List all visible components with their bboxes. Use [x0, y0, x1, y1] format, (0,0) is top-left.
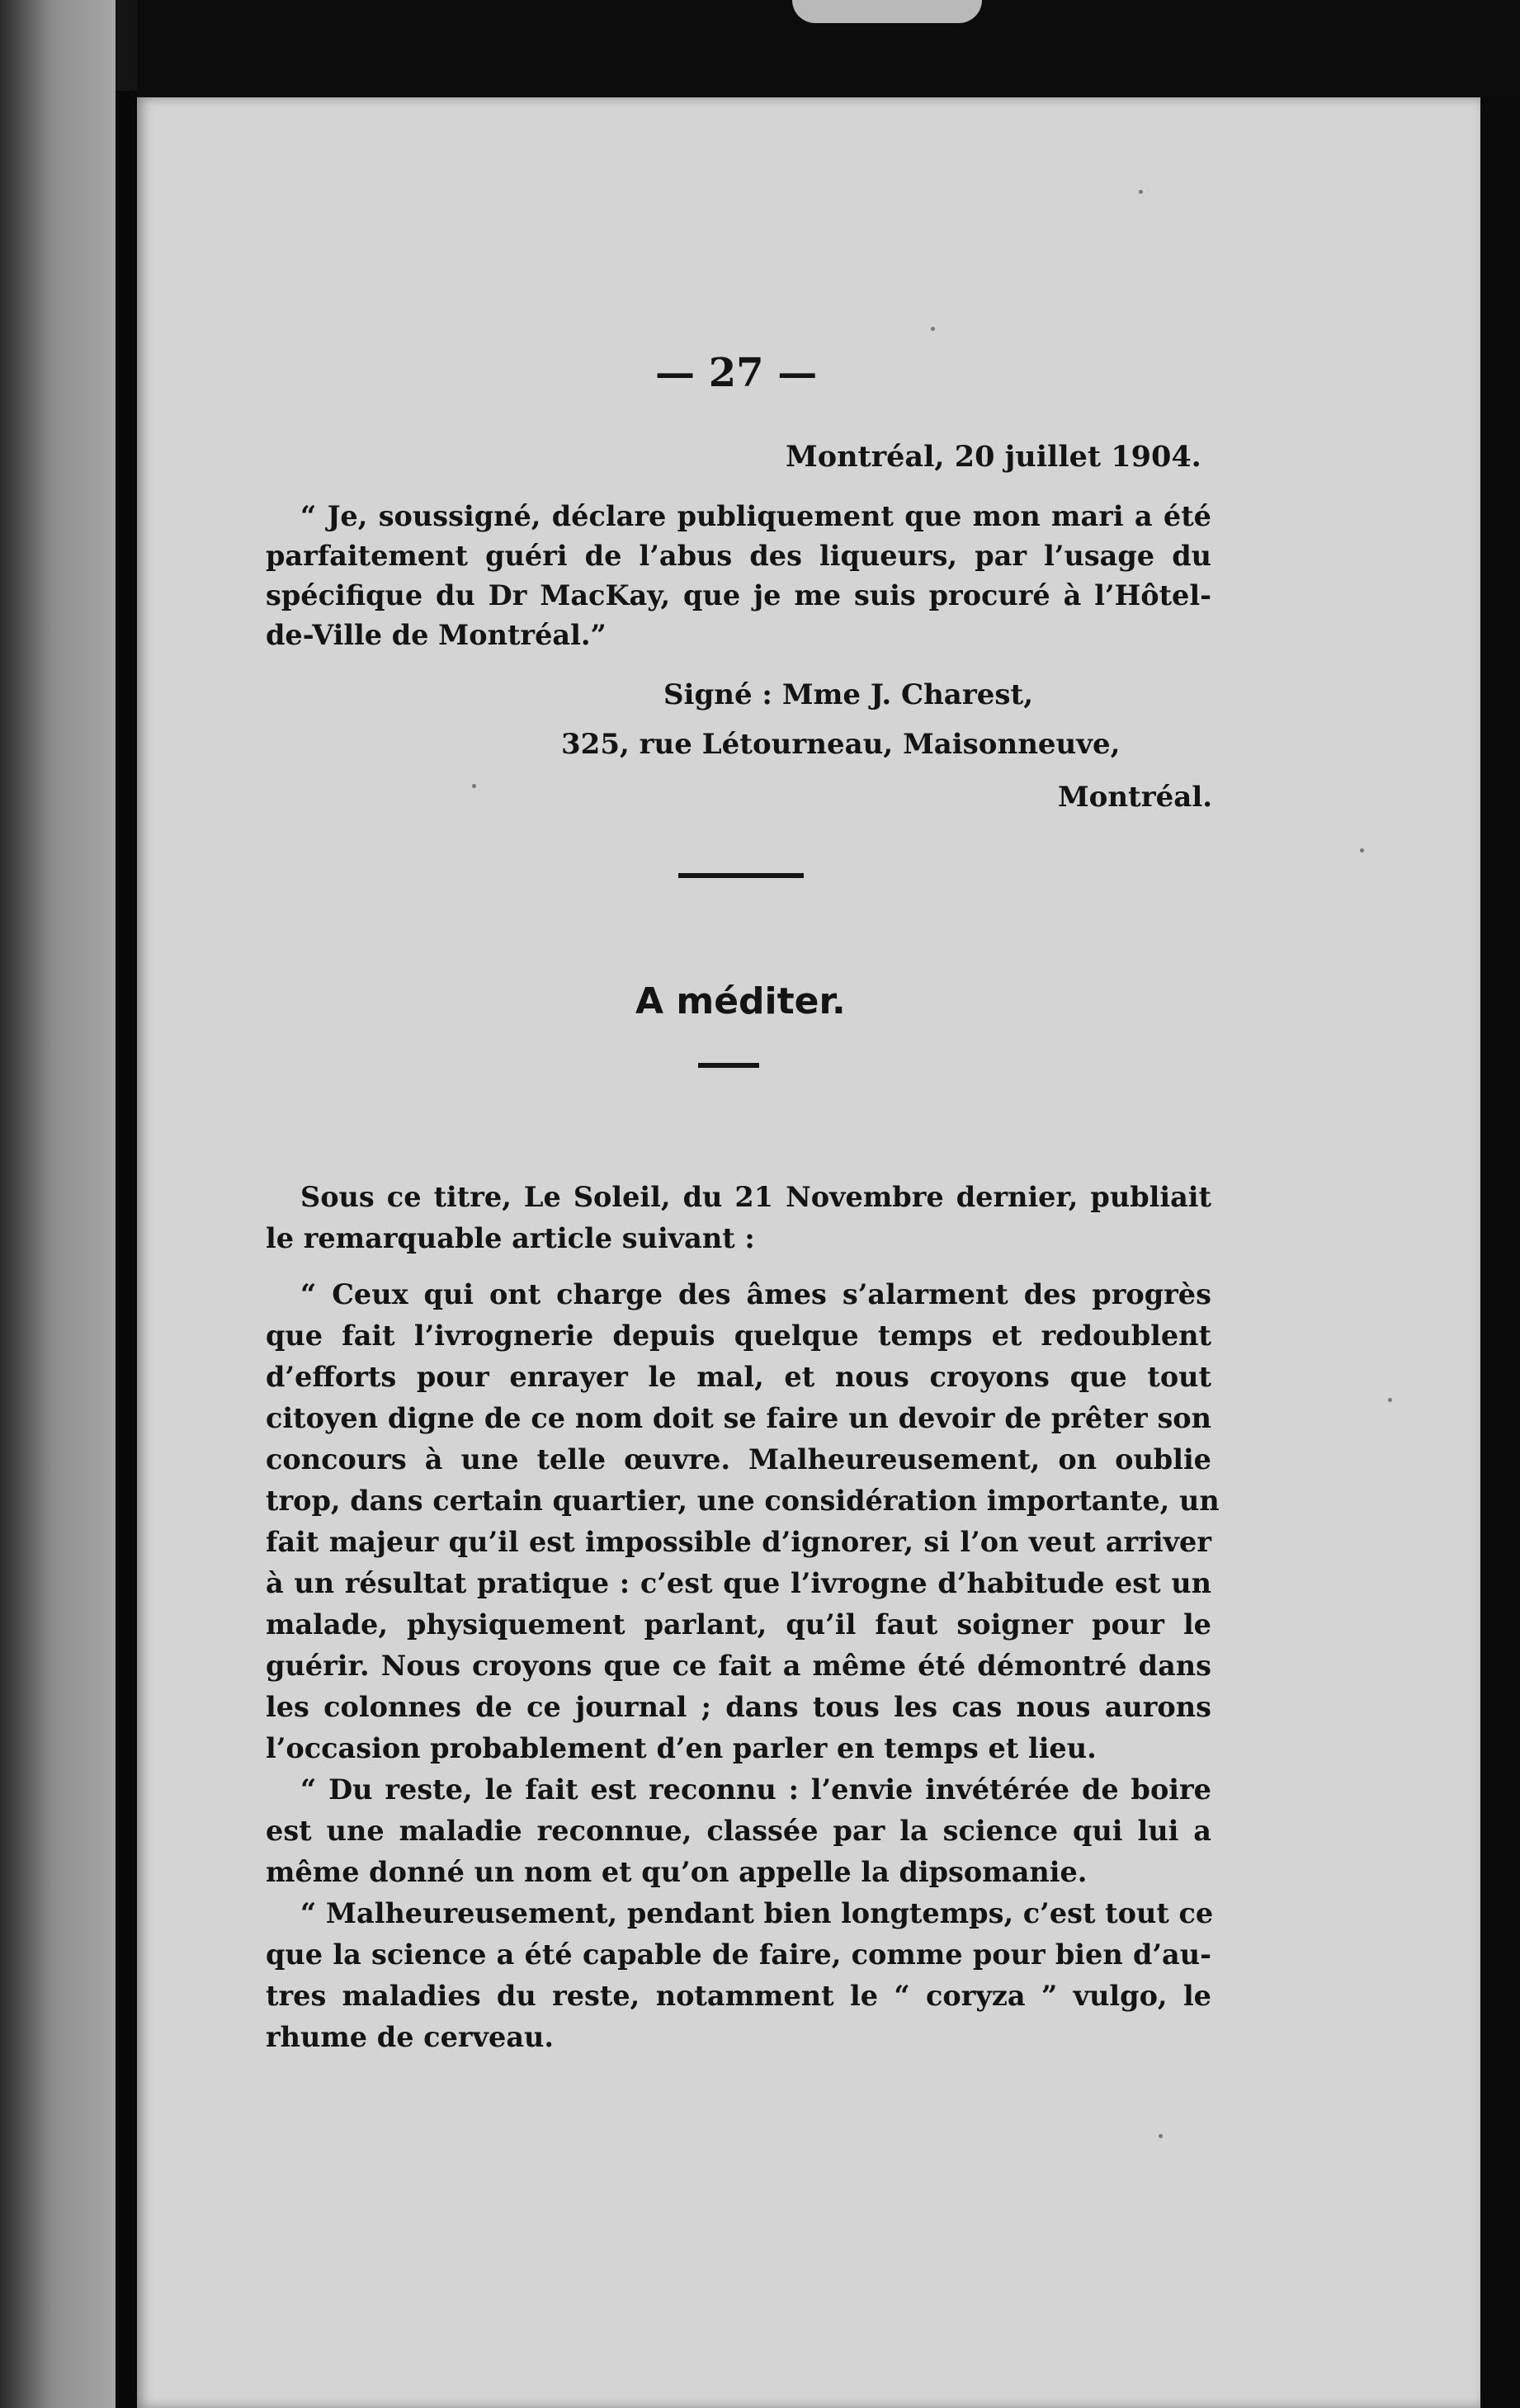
testimonial-letter	[266, 497, 1211, 655]
article-line: citoyen digne de ce nom doit se faire un devoir de prêter son	[266, 1402, 1211, 1434]
paper-speck	[1159, 2134, 1163, 2138]
paper-speck	[1360, 848, 1364, 852]
article-line: guérir. Nous croyons que ce fait a même été démontré dans	[266, 1650, 1211, 1682]
letter-line: parfaitement guéri de l’abus des liqueurs, par l’usage du	[266, 540, 1211, 572]
paper-speck	[1388, 1398, 1392, 1402]
article-line: même donné un nom et qu’on appelle la dipsomanie.	[266, 1856, 1088, 1888]
letter-line: de-Ville de Montréal.”	[266, 619, 607, 651]
paper-speck	[1139, 190, 1143, 194]
article-line: tres maladies du reste, notamment le “ coryza ” vulgo, le	[266, 1980, 1211, 2012]
section-divider-bottom	[698, 1063, 759, 1068]
article-line: “ Du reste, le fait est reconnu : l’envie invétérée de boire	[300, 1773, 1211, 1806]
article-line: est une maladie reconnue, classée par la science qui lui a	[266, 1815, 1211, 1847]
article-line: le remarquable article suivant :	[266, 1222, 755, 1254]
article-body	[266, 1177, 1220, 2058]
signature-city: Montréal.	[1058, 781, 1213, 814]
letter-line: “ Je, soussigné, déclare publiquement que mon mari a été	[300, 500, 1211, 532]
book-page	[137, 97, 1480, 2408]
article-line: que fait l’ivrognerie depuis quelque temps et redoublent	[266, 1320, 1211, 1352]
scan-artifact	[792, 0, 982, 23]
article-line: rhume de cerveau.	[266, 2021, 555, 2053]
article-line: malade, physiquement parlant, qu’il faut soigner pour le	[266, 1608, 1211, 1641]
article-line: Sous ce titre, Le Soleil, du 21 Novembre dernier, publiait	[300, 1181, 1211, 1213]
article-line: trop, dans certain quartier, une considération importante, un	[266, 1485, 1220, 1517]
letter-date: Montréal, 20 juillet 1904.	[786, 440, 1201, 474]
article-line: l’occasion probablement d’en parler en temps et lieu.	[266, 1732, 1097, 1764]
section-divider-top	[678, 873, 804, 878]
signature-address: 325, rue Létourneau, Maisonneuve,	[561, 728, 1121, 761]
article-line: concours à une telle œuvre. Malheureusement, on oublie	[266, 1443, 1211, 1475]
adjacent-page-edge	[0, 0, 116, 2408]
article-line: à un résultat pratique : c’est que l’ivrogne d’habitude est un	[266, 1567, 1211, 1599]
signature: Signé : Mme J. Charest,	[663, 678, 1034, 711]
page-gutter-shadow	[116, 91, 137, 2408]
scan-right-border	[1480, 97, 1520, 2408]
article-line: les colonnes de ce journal ; dans tous les cas nous aurons	[266, 1691, 1211, 1723]
article-line: “ Malheureusement, pendant bien longtemps, c’est tout ce	[300, 1897, 1214, 1929]
article-line: “ Ceux qui ont charge des âmes s’alarment des progrès	[300, 1278, 1211, 1310]
letter-line: spécifique du Dr MacKay, que je me suis procuré à l’Hôtel-	[266, 579, 1211, 611]
article-line: d’efforts pour enrayer le mal, et nous croyons que tout	[266, 1361, 1211, 1393]
paper-speck	[472, 784, 476, 788]
paper-speck	[931, 327, 935, 331]
article-line: fait majeur qu’il est impossible d’ignorer, si l’on veut arriver	[266, 1526, 1211, 1558]
page-number: — 27 —	[655, 350, 818, 396]
article-line: que la science a été capable de faire, comme pour bien d’au-	[266, 1938, 1211, 1971]
paragraph-gap	[266, 1259, 1211, 1274]
section-title: A méditer.	[635, 980, 846, 1022]
